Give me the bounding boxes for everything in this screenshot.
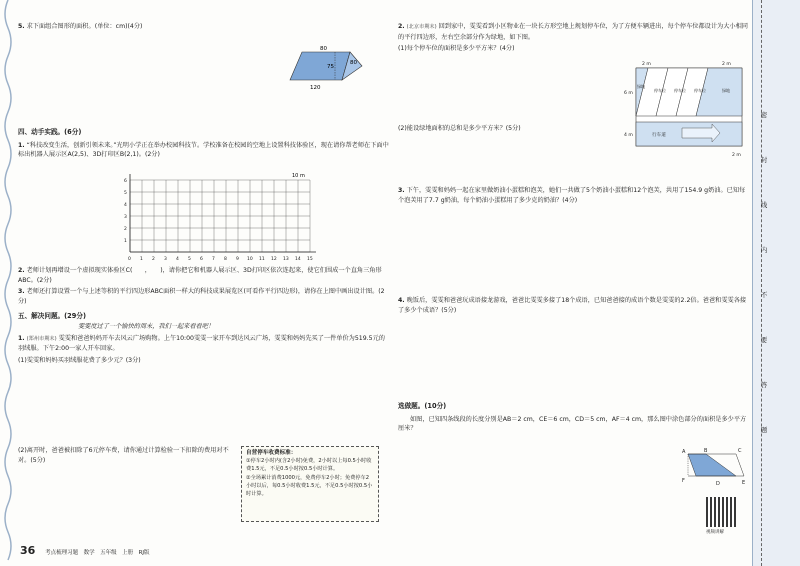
question-text: (2)离开时，爸爸被扣除了6元停车费，请你通过计算检验一下扣除的费用对不对。(5分) [18,447,229,464]
seal-char: 答 [760,381,768,389]
source-tag: (北京市期末) [406,24,437,30]
grid-unit-label: 10 m [292,173,305,179]
optional-question [398,402,750,434]
seal-char: 线 [760,201,768,209]
question-number: 2. [398,23,405,30]
qr-label: 视频讲解 [706,530,724,535]
question-text: 雯雯和爸爸妈妈开车去风云广场购物。上午10:00雯雯一家开车到达风云广场，雯雯和妈妈先买了一件单价为519.5元的羽绒服。下午2:00一家人开车回家。 [18,334,385,353]
seal-char: 题 [760,426,768,434]
geometry-figure [676,444,748,492]
y-tick: 4 [124,203,127,208]
question-2-part-1: (1)每个停车位的面积是多少平方米？(4分) [398,45,515,53]
dim-label: 2 m [722,62,731,67]
seal-char: 要 [760,336,768,344]
question-2 [398,22,750,42]
dim-label: 80 [350,60,357,66]
page-footer [20,544,150,557]
parking-fee-notice [241,446,379,522]
point-label: D [716,481,720,487]
notice-rule-1: ①停车2小时内(含2小时)免费，2小时以上每0.5小时收费1.5元，不足0.5小时按0.5小时计算。 [246,458,372,473]
parking-space-label: 停车位 [694,88,706,93]
point-label: B [704,448,708,454]
x-tick: 13 [283,257,289,262]
section-heading: 四、动手实践。(6分) [18,128,82,136]
green-area-label: 绿地 [722,88,730,93]
question-text: 如图，已知四条线段的长度分别是AB＝2 cm，CE＝6 cm，CD＝5 cm，AF＝4 cm，那么图中涂色部分的面积是多少平方厘米？ [398,415,747,433]
question-number: 1. [18,334,25,342]
dim-label: 120 [310,85,321,91]
x-tick: 3 [164,257,167,262]
x-tick: 15 [307,257,313,262]
parking-space-label: 停车位 [674,88,686,93]
question-5-1 [18,334,390,354]
right-question-2 [398,22,750,54]
x-tick: 6 [200,257,203,262]
dim-label: 4 m [624,133,633,138]
notice-rule-2: ②全场累计消费1000元，免费停车2小时；免费停车2小时以后，每0.5小时收费1.5元，不足0.5小时按0.5小时计算。 [246,474,373,498]
page-number: 36 [20,544,36,557]
point-label: C [738,448,742,454]
question-score: (单位：cm)(4分) [94,23,143,30]
question-5-1-part-1: (1)雯雯和妈妈买羽绒服花费了多少元？(3分) [18,356,141,364]
seal-line [761,0,762,566]
section-heading: 五、解决问题。(29分) [18,312,86,321]
question-4-3 [18,287,390,306]
x-tick: 8 [224,257,227,262]
x-tick: 7 [212,257,215,262]
question-number: 2. [18,267,25,274]
point-label: F [682,478,685,484]
question-text: (2)能设绿地面积的总和是多少平方米？(5分) [398,125,521,132]
seal-char: 内 [760,246,768,254]
question-text: 晚饭后，雯雯和爸爸玩成语接龙游戏，爸爸比雯雯多接了18个成语，已知爸爸接的成语个数是雯雯的2.2倍。爸爸和雯雯各接了多少个成语？(5分) [398,297,747,314]
qr-code[interactable] [706,497,736,527]
binding-edge [0,0,12,566]
y-tick: 5 [124,191,127,196]
x-tick: 2 [152,257,155,262]
question-4-2 [18,266,390,285]
dim-label: 2 m [732,153,741,158]
question-4 [398,296,750,315]
question-text: 求下面组合图形的面积。 [26,23,95,30]
left-column [18,22,390,32]
question-number: 4. [398,297,405,304]
y-tick: 2 [124,227,127,232]
footer-text: 考点梳理习题 数学 五年级 上册 RJ版 [45,550,150,556]
question-text: “科技改变生活，创新引领未来。”光明小学正在举办校园科技节。学校准备在校园的空地上设置科技体验区，现在请你帮老师在下面中标出机器人展示区A(2,5)、3D打印区B(2,1)。(2分) [18,141,389,159]
dim-label: 75 [327,64,334,70]
x-tick: 12 [271,257,277,262]
question-text: 老师计划再增设一个虚拟现实体验区C( ， )，请你把它和机器人展示区、3D打印区依次连起来，使它们围成一个直角三角形ABC。(2分) [18,267,382,284]
question-5 [18,22,390,32]
trapezoid-figure [280,42,370,94]
x-tick: 11 [259,257,265,262]
x-tick: 14 [295,257,301,262]
question-4-1 [18,141,390,160]
question-2-part-2 [398,124,618,134]
question-5-1-part-2 [18,446,230,465]
question-text: 老师还打算设置一个与上述等积的平行四边形ABC面积一样大的科技成果展览区(可看作平行四边形)，请你在上图中画出设计图。(2分) [18,288,385,305]
section-heading: 选做题。(10分) [398,402,447,410]
x-tick: 4 [176,257,179,262]
question-number: 1. [18,141,25,149]
question-text: 下午，雯雯和妈妈一起在家里做奶油小蛋糕和泡芙，她们一共做了5个奶油小蛋糕和12个泡芙，共用了154.9 g奶油。已知每个泡芙用了7.7 g奶油，每个奶油小蛋糕用了多少克的奶油？(4分) [398,187,746,204]
x-tick: 1 [140,257,143,262]
x-tick: 0 [128,257,131,262]
question-3 [398,186,750,205]
seal-char: 不 [760,291,768,299]
green-area-label: 绿地 [637,84,645,89]
section-intro: 雯雯度过了一个愉快的周末，我们一起来看看吧！ [78,322,215,330]
driveway-label: 行车道 [652,133,666,138]
question-number: 5. [18,23,25,30]
coordinate-grid [120,170,320,262]
dim-label: 80 [320,46,327,52]
seal-char: 密 [760,111,768,119]
seal-sidebar [752,0,800,566]
x-tick: 10 [247,257,253,262]
questions-4-2-3 [18,266,390,365]
parking-lot-diagram [622,58,750,162]
question-number: 3. [18,288,25,296]
section-4 [18,128,390,160]
x-tick: 5 [188,257,191,262]
y-tick: 1 [124,239,127,244]
point-label: E [742,480,746,486]
x-tick: 9 [236,257,239,262]
notice-title: 自营停车收费标准： [246,450,297,456]
parking-space-label: 停车位 [654,88,666,93]
point-label: A [682,449,686,455]
source-tag: (郑州市期末) [26,335,57,342]
dim-label: 2 m [642,62,651,67]
dim-label: 6 m [624,91,633,96]
seal-char: 封 [760,156,768,164]
question-number: 3. [398,187,405,194]
y-tick: 3 [124,215,127,220]
y-tick: 6 [124,179,127,184]
question-text: 回到家中，雯雯看到小区物业在一块长方形空地上规划停车位，为了方便车辆进出，每个停车位都设计为大小相同的平行四边形，左右空余部分作为绿地，如下图。 [398,23,748,41]
